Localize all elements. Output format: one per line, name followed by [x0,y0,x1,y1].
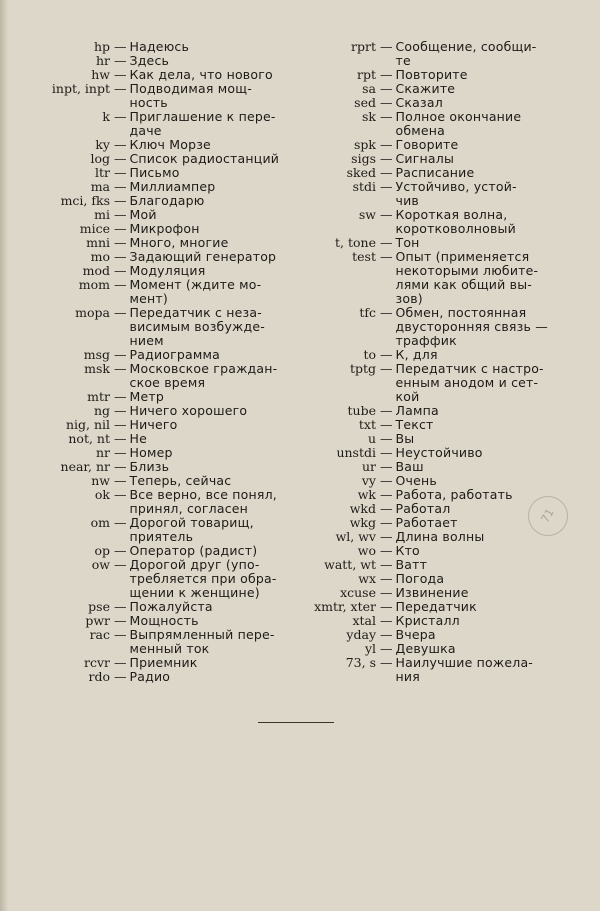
glossary-entry [14,614,294,628]
entry-abbreviation: ltr [95,165,110,180]
glossary-entry [300,152,580,166]
entry-abbreviation: to [363,347,376,362]
entry-meaning: Приемник [129,655,198,670]
entry-dash: — [380,599,393,614]
entry-abbreviation: rprt [351,39,376,54]
entry-dash: — [380,179,393,194]
entry-meaning: Благодарю [129,193,205,208]
entry-abbreviation: rdo [88,669,110,684]
entry-dash: — [380,361,393,376]
entry-meaning: Расписание [395,165,475,180]
entry-meaning: Кристалл [395,613,460,628]
glossary-entry [14,250,294,264]
entry-dash: — [380,613,393,628]
entry-meaning: Ничего [129,417,178,432]
glossary-entry [300,614,580,628]
entry-dash: — [114,263,127,278]
entry-abbreviation: hr [95,53,110,68]
entry-dash: — [114,515,127,530]
entry-abbreviation: yday [346,627,376,642]
entry-meaning: Неустойчиво [395,445,483,460]
entry-abbreviation: rac [89,627,110,642]
entry-meaning: Работа, работать [395,487,513,502]
glossary-entry [300,362,580,404]
entry-dash: — [380,431,393,446]
entry-abbreviation: vy [361,473,376,488]
entry-meaning: Приглашение к пере- даче [129,109,276,138]
entry-abbreviation: mtr [87,389,110,404]
entry-abbreviation: k [102,109,110,124]
entry-dash: — [114,627,127,642]
entry-meaning: Микрофон [129,221,200,236]
glossary-entry [14,656,294,670]
entry-dash: — [114,431,127,446]
entry-abbreviation: mopa [75,305,110,320]
entry-dash: — [380,235,393,250]
end-rule [258,722,334,723]
glossary-entry [14,180,294,194]
entry-dash: — [114,109,127,124]
entry-abbreviation: watt, wt [324,557,376,572]
entry-meaning: Как дела, что нового [129,67,273,82]
entry-abbreviation: wo [357,543,376,558]
entry-abbreviation: sked [346,165,376,180]
entry-abbreviation: wl, wv [335,529,376,544]
entry-abbreviation: xcuse [340,585,376,600]
entry-dash: — [380,151,393,166]
entry-abbreviation: ma [90,179,110,194]
entry-dash: — [380,655,393,670]
entry-dash: — [380,627,393,642]
entry-dash: — [114,557,127,572]
entry-meaning: Наилучшие пожела- ния [395,655,534,684]
entry-abbreviation: mi [94,207,110,222]
glossary-entry [300,600,580,614]
glossary-entry [300,572,580,586]
entry-abbreviation: sed [354,95,376,110]
entry-meaning: Текст [395,417,434,432]
entry-meaning: Устойчиво, устой- чив [395,179,517,208]
entry-abbreviation: inpt, inpt [51,81,110,96]
entry-meaning: Погода [395,571,445,586]
entry-dash: — [380,95,393,110]
entry-meaning: Вчера [395,627,436,642]
entry-meaning: Список радиостанций [129,151,280,166]
entry-meaning: Модуляция [129,263,206,278]
glossary-entry [14,68,294,82]
entry-meaning: Вы [395,431,415,446]
entry-dash: — [380,403,393,418]
glossary-entry [300,544,580,558]
glossary-entry [14,432,294,446]
entry-abbreviation: sa [362,81,376,96]
entry-abbreviation: 73, s [345,655,376,670]
entry-abbreviation: mom [78,277,110,292]
entry-dash: — [114,389,127,404]
glossary-entry [14,208,294,222]
entry-abbreviation: nw [91,473,110,488]
entry-dash: — [114,599,127,614]
entry-dash: — [114,53,127,68]
entry-meaning: Оператор (радист) [129,543,258,558]
glossary-entry [300,446,580,460]
entry-abbreviation: ky [95,137,110,152]
glossary-entry [14,558,294,600]
entry-meaning: Скажите [395,81,456,96]
entry-meaning: Пожалуйста [129,599,213,614]
entry-dash: — [380,207,393,222]
entry-meaning: Задающий генератор [129,249,277,264]
entry-dash: — [380,487,393,502]
entry-abbreviation: rpt [356,67,376,82]
entry-meaning: Сказал [395,95,443,110]
entry-meaning: Лампа [395,403,439,418]
glossary-entry [14,152,294,166]
glossary-entry [300,82,580,96]
entry-meaning: Много, многие [129,235,229,250]
entry-abbreviation: yl [364,641,376,656]
entry-dash: — [114,305,127,320]
entry-abbreviation: stdi [352,179,376,194]
entry-dash: — [114,417,127,432]
entry-abbreviation: u [367,431,376,446]
entry-dash: — [114,473,127,488]
glossary-entry [14,460,294,474]
glossary-entry [300,348,580,362]
entry-meaning: Кто [395,543,420,558]
entry-dash: — [114,235,127,250]
entry-abbreviation: hw [91,67,110,82]
entry-dash: — [114,459,127,474]
entry-meaning: Ватт [395,557,428,572]
entry-dash: — [380,557,393,572]
entry-dash: — [114,445,127,460]
entry-abbreviation: hp [93,39,110,54]
entry-abbreviation: unstdi [336,445,376,460]
entry-abbreviation: wkg [349,515,376,530]
entry-dash: — [380,109,393,124]
entry-dash: — [380,417,393,432]
entry-meaning: Теперь, сейчас [129,473,232,488]
glossary-entry [14,362,294,390]
glossary-entry [300,96,580,110]
entry-meaning: Близь [129,459,170,474]
entry-meaning: Письмо [129,165,180,180]
entry-meaning: Мой [129,207,157,222]
entry-dash: — [114,669,127,684]
left-glossary-column [14,40,294,684]
glossary-entry [14,348,294,362]
entry-abbreviation: spk [354,137,376,152]
entry-abbreviation: mci, fks [60,193,110,208]
entry-meaning: Подводимая мощ- ность [129,81,252,110]
page-binding-edge [0,0,8,911]
entry-abbreviation: mod [82,263,110,278]
entry-abbreviation: rcvr [83,655,110,670]
glossary-entry [14,488,294,516]
entry-abbreviation: wkd [349,501,376,516]
glossary-entry [300,166,580,180]
glossary-entry [300,404,580,418]
entry-meaning: Повторите [395,67,468,82]
entry-dash: — [380,249,393,264]
glossary-entry [14,544,294,558]
entry-dash: — [114,207,127,222]
glossary-entry [14,40,294,54]
entry-dash: — [114,179,127,194]
entry-abbreviation: pwr [85,613,110,628]
entry-dash: — [380,501,393,516]
entry-dash: — [380,571,393,586]
glossary-entry [14,670,294,684]
entry-abbreviation: txt [358,417,376,432]
entry-abbreviation: log [90,151,110,166]
entry-dash: — [114,165,127,180]
entry-meaning: Передатчик с настро- енным анодом и сет- кой [395,361,544,404]
entry-abbreviation: msk [84,361,110,376]
glossary-entry [300,180,580,208]
entry-abbreviation: wk [357,487,376,502]
entry-meaning: Сигналы [395,151,455,166]
entry-meaning: Говорите [395,137,459,152]
entry-abbreviation: xtal [352,613,376,628]
glossary-entry [300,586,580,600]
entry-dash: — [380,529,393,544]
entry-dash: — [114,543,127,558]
entry-meaning: Короткая волна, коротковолновый [395,207,516,236]
entry-dash: — [380,641,393,656]
entry-dash: — [380,137,393,152]
entry-meaning: Радиограмма [129,347,220,362]
entry-dash: — [114,613,127,628]
entry-abbreviation: ow [91,557,110,572]
glossary-entry [300,656,580,684]
entry-dash: — [114,193,127,208]
glossary-entry [300,138,580,152]
glossary-entry [300,68,580,82]
glossary-entry [14,404,294,418]
glossary-entry [14,446,294,460]
entry-abbreviation: mo [90,249,110,264]
glossary-entry [300,474,580,488]
entry-dash: — [380,39,393,54]
entry-meaning: Надеюсь [129,39,190,54]
entry-abbreviation: tptg [349,361,376,376]
glossary-entry [14,474,294,488]
library-stamp: 71 [521,489,576,544]
entry-meaning: Извинение [395,585,469,600]
entry-dash: — [380,459,393,474]
glossary-entry [14,600,294,614]
entry-meaning: Передатчик с неза- висимым возбужде- нием [129,305,265,348]
glossary-entry [14,194,294,208]
entry-abbreviation: pse [88,599,110,614]
entry-meaning: Обмен, постоянная двусторонняя связь — траффик [395,305,548,348]
entry-dash: — [114,137,127,152]
glossary-entry [300,460,580,474]
entry-meaning: Не [129,431,147,446]
entry-abbreviation: sw [358,207,376,222]
entry-meaning: Момент (ждите мо- мент) [129,277,262,306]
entry-dash: — [380,515,393,530]
glossary-entry [14,418,294,432]
entry-abbreviation: mice [79,221,110,236]
entry-meaning: Дорогой друг (упо- требляется при обра- щении к женщине) [129,557,277,600]
entry-dash: — [380,67,393,82]
entry-meaning: Радио [129,669,171,684]
entry-dash: — [114,81,127,96]
entry-dash: — [380,347,393,362]
entry-meaning: К, для [395,347,438,362]
entry-abbreviation: near, nr [60,459,110,474]
entry-meaning: Опыт (применяется некоторыми любите- лями как общий вы- зов) [395,249,539,306]
entry-dash: — [380,473,393,488]
glossary-entry [14,222,294,236]
entry-meaning: Работает [395,515,458,530]
entry-meaning: Длина волны [395,529,485,544]
entry-meaning: Все верно, все понял, принял, согласен [129,487,277,516]
entry-abbreviation: op [94,543,110,558]
glossary-entry [300,418,580,432]
glossary-entry [14,628,294,656]
entry-meaning: Дорогой товарищ, приятель [129,515,254,544]
entry-abbreviation: sigs [351,151,376,166]
entry-meaning: Номер [129,445,173,460]
entry-abbreviation: sk [362,109,376,124]
glossary-entry [14,306,294,348]
glossary-entry [14,390,294,404]
entry-abbreviation: test [352,249,376,264]
glossary-entry [300,236,580,250]
glossary-entry [14,110,294,138]
glossary-entry [300,110,580,138]
entry-abbreviation: wx [358,571,376,586]
entry-abbreviation: tube [347,403,376,418]
entry-abbreviation: t, tone [335,235,376,250]
glossary-entry [300,558,580,572]
entry-meaning: Сообщение, сообщи- те [395,39,537,68]
glossary-entry [14,516,294,544]
entry-abbreviation: msg [83,347,110,362]
entry-meaning: Метр [129,389,164,404]
entry-abbreviation: not, nt [68,431,110,446]
glossary-entry [14,54,294,68]
entry-meaning: Очень [395,473,437,488]
entry-meaning: Здесь [129,53,170,68]
entry-meaning: Миллиампер [129,179,216,194]
entry-meaning: Тон [395,235,420,250]
entry-dash: — [114,277,127,292]
glossary-entry [300,432,580,446]
glossary-entry [300,306,580,348]
entry-dash: — [114,361,127,376]
glossary-entry [300,250,580,306]
entry-abbreviation: ok [94,487,110,502]
entry-dash: — [114,151,127,166]
glossary-entry [14,82,294,110]
entry-dash: — [380,585,393,600]
entry-dash: — [114,67,127,82]
right-glossary-column [300,40,580,684]
entry-dash: — [114,655,127,670]
entry-meaning: Работал [395,501,451,516]
entry-meaning: Московское граждан- ское время [129,361,278,390]
glossary-entry [300,628,580,642]
glossary-entry [14,278,294,306]
entry-dash: — [114,221,127,236]
entry-abbreviation: om [90,515,110,530]
entry-dash: — [380,165,393,180]
glossary-entry [14,264,294,278]
entry-dash: — [380,543,393,558]
entry-abbreviation: nr [95,445,110,460]
glossary-entry [300,642,580,656]
entry-meaning: Ваш [395,459,424,474]
glossary-entry [14,236,294,250]
entry-dash: — [380,445,393,460]
entry-abbreviation: mni [86,235,110,250]
entry-dash: — [380,305,393,320]
entry-abbreviation: ur [361,459,376,474]
entry-meaning: Ничего хорошего [129,403,248,418]
entry-meaning: Выпрямленный пере- менный ток [129,627,275,656]
entry-abbreviation: nig, nil [65,417,110,432]
entry-meaning: Девушка [395,641,456,656]
entry-dash: — [114,403,127,418]
entry-abbreviation: ng [93,403,110,418]
entry-dash: — [114,249,127,264]
entry-dash: — [114,347,127,362]
entry-abbreviation: tfc [359,305,376,320]
glossary-entry [300,40,580,68]
entry-meaning: Полное окончание обмена [395,109,522,138]
entry-abbreviation: xmtr, xter [314,599,376,614]
entry-meaning: Мощность [129,613,199,628]
glossary-entry [14,138,294,152]
entry-dash: — [114,487,127,502]
entry-meaning: Передатчик [395,599,477,614]
glossary-entry [300,208,580,236]
entry-dash: — [114,39,127,54]
entry-dash: — [380,81,393,96]
entry-meaning: Ключ Морзе [129,137,211,152]
glossary-entry [14,166,294,180]
